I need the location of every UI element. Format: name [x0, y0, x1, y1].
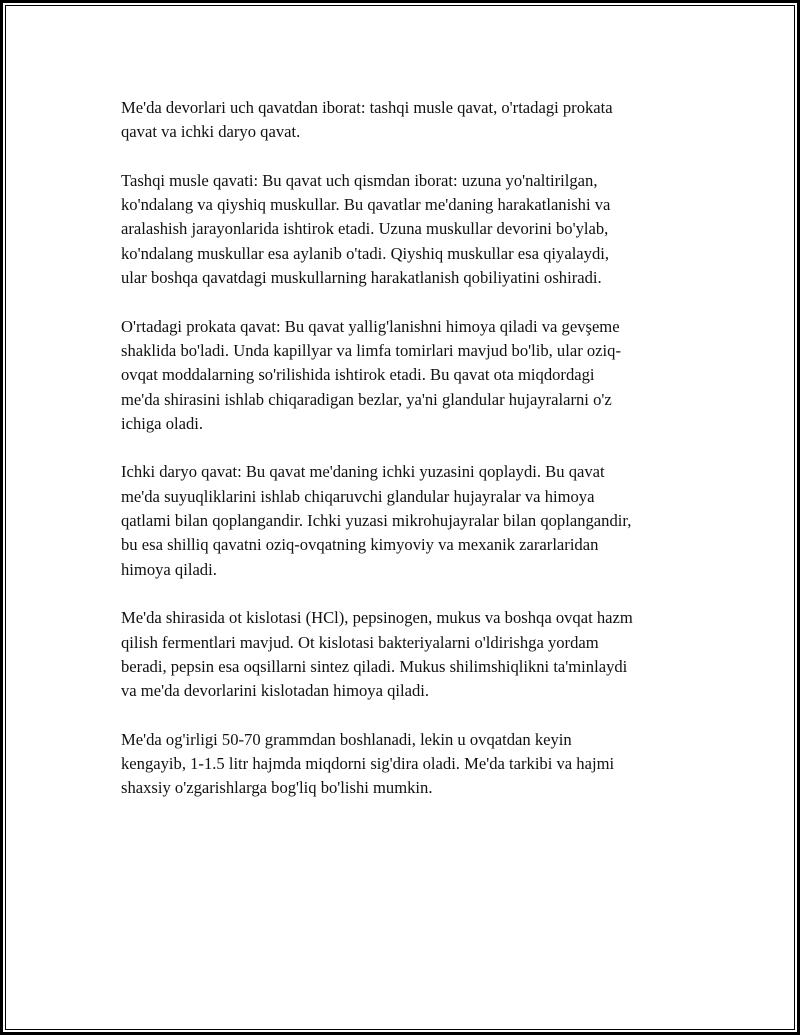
document-body: [121, 96, 711, 825]
paragraph-inner-layer: Ichki daryo qavat: Bu qavat me'daning ichki yuzasini qoplaydi. Bu qavat me'da suyuqliklarini ishlab chiqaruvchi glandular hujayralar va himoya qatlami bilan qoplangandir. Ichki yuzasi mikrohujayralar bilan qoplangandir, bu esa shilliq qavatni oziq-ovqatning kimyoviy va mexanik zararlaridan himoya qiladi.: [121, 462, 632, 579]
paragraph-stomach-weight: Me'da og'irligi 50-70 grammdan boshlanadi, lekin u ovqatdan keyin kengayib, 1-1.5 litr hajmda miqdorni sig'dira oladi. Me'da tarkibi va hajmi shaxsiy o'zgarishlarga bog'liq bo'lishi mumkin.: [121, 729, 615, 798]
paragraph-gastric-juice: Me'da shirasida ot kislotasi (HCl), pepsinogen, mukus va boshqa ovqat hazm qilish fermentlari mavjud. Ot kislotasi bakteriyalarni o'ldirishga yordam beradi, pepsin esa oqsillarni sintez qiladi. Mukus shilimshiqlikni ta'minlaydi va me'da devorlarini kislotadan himoya qiladi.: [121, 608, 633, 701]
paragraph-intro: Me'da devorlari uch qavatdan iborat: tashqi musle qavat, o'rtadagi prokata qavat va ichki daryo qavat.: [121, 98, 613, 142]
paragraph-outer-muscle-layer: Tashqi musle qavati: Bu qavat uch qismdan iborat: uzuna yo'naltirilgan, ko'ndalang va qiyshiq muskullar. Bu qavatlar me'daning harakatlanishi va aralashish jarayonlarida ishtirok etadi. Uzuna muskullar devorini bo'ylab, ko'ndalang muskullar esa aylanib o'tadi. Qiyshiq muskullar esa qiyalaydi, ular boshqa qavatdagi muskullarning harakatlanish qobiliyatini oshiradi.: [121, 170, 611, 288]
paragraph-middle-layer: O'rtadagi prokata qavat: Bu qavat yallig'lanishni himoya qiladi va gevşeme shaklida bo'ladi. Unda kapillyar va limfa tomirlari mavjud bo'lib, ular oziq- ovqat moddalarning so'rilishida ishtirok etadi. Bu qavat ota miqdordagi me'da shirasini ishlab chiqaradigan bezlar, ya'ni glandular hujayralarni o'z ichiga oladi.: [121, 316, 621, 433]
